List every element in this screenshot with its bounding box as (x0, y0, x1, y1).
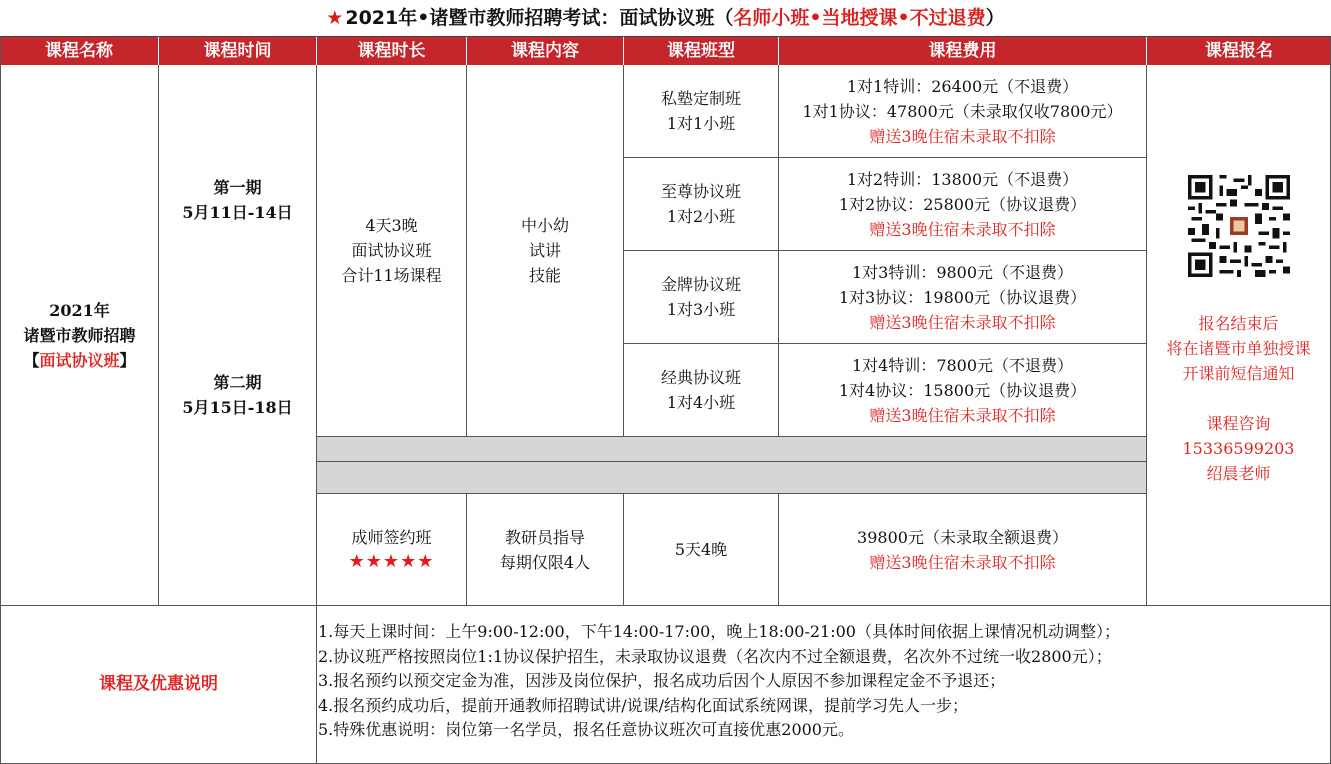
header-signup: 课程报名 (1147, 37, 1331, 65)
fee-bonus: 赠送3晚住宿未录取不扣除 (869, 126, 1056, 146)
header-course-time: 课程时间 (159, 37, 316, 65)
class-type-size: 1对2小班 (666, 207, 736, 226)
header-class-type: 课程班型 (624, 37, 778, 65)
signup-note-line: 将在诸暨市单独授课 (1166, 339, 1311, 358)
course-year: 2021年 (49, 300, 110, 320)
fee-agreement: 1对2协议：25800元（协议退费） (838, 194, 1087, 214)
title-suffix: ） (985, 6, 1005, 29)
blank-row (317, 437, 1146, 461)
signup-cell (1147, 65, 1330, 605)
class-type-name: 至尊协议班 (660, 182, 741, 201)
master-content-line: 教研员指导 (504, 527, 585, 547)
title-highlight: 名师小班•当地授课•不过退费 (733, 6, 986, 29)
session-dates: 5月11日-14日 (182, 203, 293, 222)
class-type-cell (624, 158, 778, 250)
signup-note-line: 报名结束后 (1198, 314, 1279, 333)
content-cell (467, 65, 623, 436)
session-name: 第二期 (213, 373, 262, 392)
master-duration: 5天4晚 (674, 540, 728, 559)
fee-training: 1对3特训：9800元（不退费） (851, 262, 1074, 282)
master-fee-cell (779, 494, 1146, 605)
header-course-fee: 课程费用 (779, 37, 1146, 65)
content-line: 中小幼 (520, 216, 569, 235)
fee-training: 1对4特训：7800元（不退费） (851, 355, 1074, 375)
course-name: 诸暨市教师招聘 (23, 325, 136, 345)
master-duration-cell (624, 494, 778, 605)
duration-cell (317, 65, 466, 436)
class-type-cell (624, 65, 778, 157)
fee-bonus: 赠送3晚住宿未录取不扣除 (869, 312, 1056, 332)
note-item: 1.每天上课时间：上午9:00-12:00，下午14:00-17:00，晚上18:00-21:00（具体时间依据上课情况机动调整）； (318, 622, 1120, 641)
blank-row (317, 462, 1146, 493)
consult-teacher: 绍晨老师 (1206, 464, 1271, 483)
master-content-line: 每期仅限4人 (499, 552, 591, 572)
title-main: 2021年•诸暨市教师招聘考试：面试协议班（ (345, 6, 734, 29)
master-bonus: 赠送3晚住宿未录取不扣除 (869, 552, 1056, 572)
star-icon: ★ (326, 6, 344, 29)
master-class-name: 成师签约班 (351, 528, 432, 547)
fee-bonus: 赠送3晚住宿未录取不扣除 (869, 219, 1056, 239)
class-type-size: 1对1小班 (666, 114, 736, 133)
master-fee: 39800元（未录取全额退费） (857, 527, 1068, 547)
notes-label: 课程及优惠说明 (99, 674, 218, 694)
fee-training: 1对1特训：26400元（不退费） (846, 76, 1079, 96)
header-course-duration: 课程时长 (317, 37, 466, 65)
duration-line: 面试协议班 (351, 241, 432, 260)
fee-cell (779, 158, 1146, 250)
consult-label: 课程咨询 (1206, 414, 1271, 433)
master-content-cell (467, 494, 623, 605)
consult-phone[interactable]: 15336599203 (1182, 439, 1295, 458)
fee-agreement: 1对1协议：47800元（未录取仅收7800元） (802, 101, 1123, 121)
header-course-content: 课程内容 (467, 37, 623, 65)
class-type-cell (624, 251, 778, 343)
class-type-size: 1对3小班 (666, 300, 736, 319)
note-item: 2.协议班严格按照岗位1:1协议保护招生，未录取协议退费（名次内不过全额退费，名次外不过统一收2800元）； (318, 646, 1112, 666)
fee-agreement: 1对3协议：19800元（协议退费） (838, 287, 1087, 307)
header-course-name: 课程名称 (0, 37, 158, 65)
note-item: 3.报名预约以预交定金为准，因涉及岗位保护，报名成功后因个人原因不参加课程定金不予退还； (318, 671, 1006, 690)
rating-stars-icon: ★★★★★ (348, 551, 435, 572)
fee-training: 1对2特训：13800元（不退费） (846, 169, 1079, 189)
session-2 (159, 365, 316, 425)
fee-agreement: 1对4协议：15800元（协议退费） (838, 380, 1087, 400)
content-line: 试讲 (528, 241, 561, 260)
page-title (0, 0, 1331, 37)
course-name-cell (1, 65, 158, 605)
course-tag: 【面试协议班】 (23, 350, 136, 370)
class-type-size: 1对4小班 (666, 393, 736, 412)
note-item: 5.特殊优惠说明：岗位第一名学员，报名任意协议班次可直接优惠2000元。 (318, 720, 854, 739)
session-name: 第一期 (213, 178, 262, 197)
session-dates: 5月15日-18日 (182, 398, 293, 417)
class-type-cell (624, 344, 778, 436)
class-type-name: 私塾定制班 (660, 89, 741, 108)
content-line: 技能 (528, 266, 561, 285)
master-class-name-cell (317, 494, 466, 605)
fee-cell (779, 65, 1146, 157)
note-item: 4.报名预约成功后，提前开通教师招聘试讲/说课/结构化面试系统网课，提前学习先人一步； (318, 695, 969, 715)
duration-line: 合计11场课程 (341, 266, 442, 285)
session-1 (159, 170, 316, 230)
fee-cell (779, 251, 1146, 343)
fee-bonus: 赠送3晚住宿未录取不扣除 (869, 405, 1056, 425)
duration-line: 4天3晚 (365, 216, 418, 235)
fee-cell (779, 344, 1146, 436)
class-type-name: 经典协议班 (660, 368, 741, 387)
notes-list (318, 620, 1318, 743)
qr-code-icon[interactable] (1188, 175, 1290, 277)
signup-note-line: 开课前短信通知 (1182, 364, 1295, 383)
class-type-name: 金牌协议班 (660, 275, 741, 294)
